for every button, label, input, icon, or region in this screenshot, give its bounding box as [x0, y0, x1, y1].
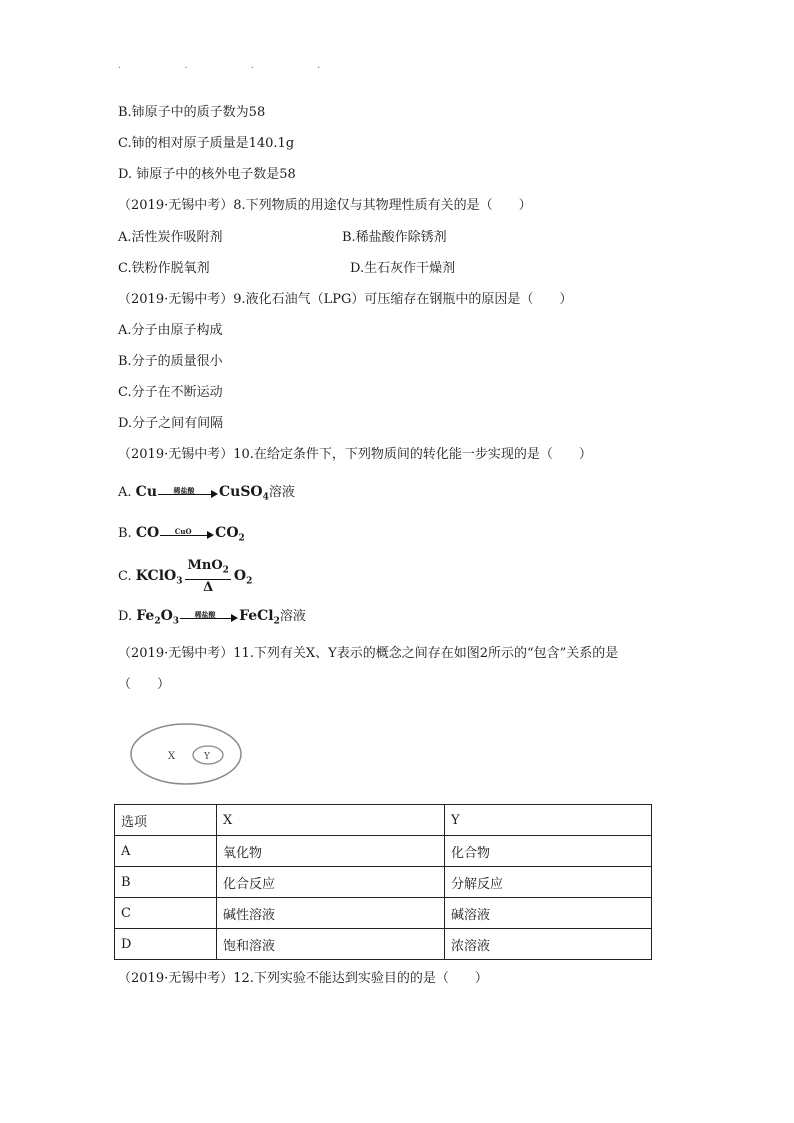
- product-suffix: 溶液: [279, 609, 306, 624]
- q8-option-a: A.活性炭作吸附剂: [118, 230, 223, 245]
- reaction-condition-fraction: [185, 558, 230, 595]
- table-cell: 氧化物: [217, 836, 445, 867]
- option-label: C.: [118, 568, 132, 584]
- q7-option-d: D. 铈原子中的核外电子数是58: [118, 167, 296, 182]
- q11-stem-continued: （ ）: [118, 677, 171, 692]
- option-label: A.: [118, 485, 132, 500]
- diagram-label-y: Y: [204, 752, 210, 762]
- product: CuSO: [219, 484, 263, 500]
- reactant-subscript-1: 2: [154, 616, 161, 627]
- table-cell: 分解反应: [445, 867, 652, 898]
- q10-option-b: [118, 524, 245, 548]
- arrow-condition: 稀盐酸: [194, 609, 216, 619]
- q9-option-c: C.分子在不断运动: [118, 385, 223, 400]
- arrowhead-icon: [211, 490, 218, 498]
- table-row: [115, 898, 652, 929]
- options-table: [114, 804, 652, 960]
- product-suffix: 溶液: [268, 485, 295, 500]
- arrowhead-icon: [207, 531, 214, 539]
- table-header-cell: X: [217, 805, 445, 836]
- reaction-arrow: [160, 525, 214, 543]
- table-row: [115, 836, 652, 867]
- q8-option-d: D.生石灰作干燥剂: [350, 261, 456, 276]
- q9-option-d: D.分子之间有间隔: [118, 416, 224, 431]
- arrowhead-icon: [231, 614, 238, 622]
- reactant: Fe: [136, 608, 155, 624]
- q10-option-a: [118, 483, 295, 507]
- q10-stem: （2019·无锡中考）10.在给定条件下，下列物质间的转化能一步实现的是（ ）: [118, 447, 592, 462]
- table-cell: 浓溶液: [445, 929, 652, 960]
- reactant: Cu: [135, 484, 157, 500]
- q8-option-c: C.铁粉作脱氧剂: [118, 261, 210, 276]
- q7-option-c: C.铈的相对原子质量是140.1g: [118, 136, 295, 151]
- diagram-label-x: X: [168, 751, 176, 762]
- table-cell: A: [115, 836, 217, 867]
- inclusion-diagram: [128, 720, 244, 786]
- arrow-condition: CuO: [174, 526, 192, 536]
- product-subscript: 4: [262, 492, 269, 503]
- q9-stem: （2019·无锡中考）9.液化石油气（LPG）可压缩存在钢瓶中的原因是（ ）: [118, 292, 573, 307]
- table-row: [115, 929, 652, 960]
- q9-option-a: A.分子由原子构成: [118, 323, 223, 338]
- table-header-row: [115, 805, 652, 836]
- reaction-arrow: [158, 484, 218, 502]
- header-dots: . . . .: [118, 60, 351, 71]
- condition-catalyst: MnO$_2$: [185, 558, 230, 580]
- q8-stem: （2019·无锡中考）8.下列物质的用途仅与其物理性质有关的是（ ）: [118, 198, 532, 213]
- product-subscript: 2: [273, 616, 280, 627]
- reaction-arrow: [180, 608, 238, 626]
- product-subscript: 2: [238, 533, 245, 544]
- table-cell: 化合物: [445, 836, 652, 867]
- reactant-part-2: O: [160, 608, 173, 624]
- table-cell: 化合反应: [217, 867, 445, 898]
- table-header-cell: Y: [445, 805, 652, 836]
- table-cell: C: [115, 898, 217, 929]
- table-cell: 碱溶液: [445, 898, 652, 929]
- table-header-cell: 选项: [115, 805, 217, 836]
- q7-option-b: B.铈原子中的质子数为58: [118, 105, 266, 120]
- reactant: CO: [135, 525, 160, 541]
- table-cell: 饱和溶液: [217, 929, 445, 960]
- product: FeCl: [239, 608, 274, 624]
- q8-option-b: B.稀盐酸作除锈剂: [342, 230, 447, 245]
- product: O: [233, 567, 247, 584]
- option-label: D.: [118, 609, 133, 624]
- table-cell: D: [115, 929, 217, 960]
- reactant: KClO: [135, 567, 177, 584]
- reactant-subscript-2: 3: [172, 616, 180, 627]
- option-label: B.: [118, 526, 132, 541]
- q10-option-d: [118, 607, 306, 631]
- product-subscript: 2: [246, 576, 253, 587]
- product: CO: [215, 525, 239, 541]
- q12-stem: （2019·无锡中考）12.下列实验不能达到实验目的的是（ ）: [118, 971, 488, 986]
- table-cell: 碱性溶液: [217, 898, 445, 929]
- q11-stem: （2019·无锡中考）11.下列有关X、Y表示的概念之间存在如图2所示的“包含”关系的是: [118, 646, 619, 661]
- reactant-subscript: 3: [176, 576, 183, 587]
- q10-option-c: [118, 558, 252, 594]
- outer-ellipse-x: [131, 724, 241, 784]
- arrow-condition: 稀盐酸: [173, 485, 195, 495]
- condition-heat: Δ: [203, 579, 214, 595]
- table-cell: B: [115, 867, 217, 898]
- q9-option-b: B.分子的质量很小: [118, 354, 223, 369]
- table-row: [115, 867, 652, 898]
